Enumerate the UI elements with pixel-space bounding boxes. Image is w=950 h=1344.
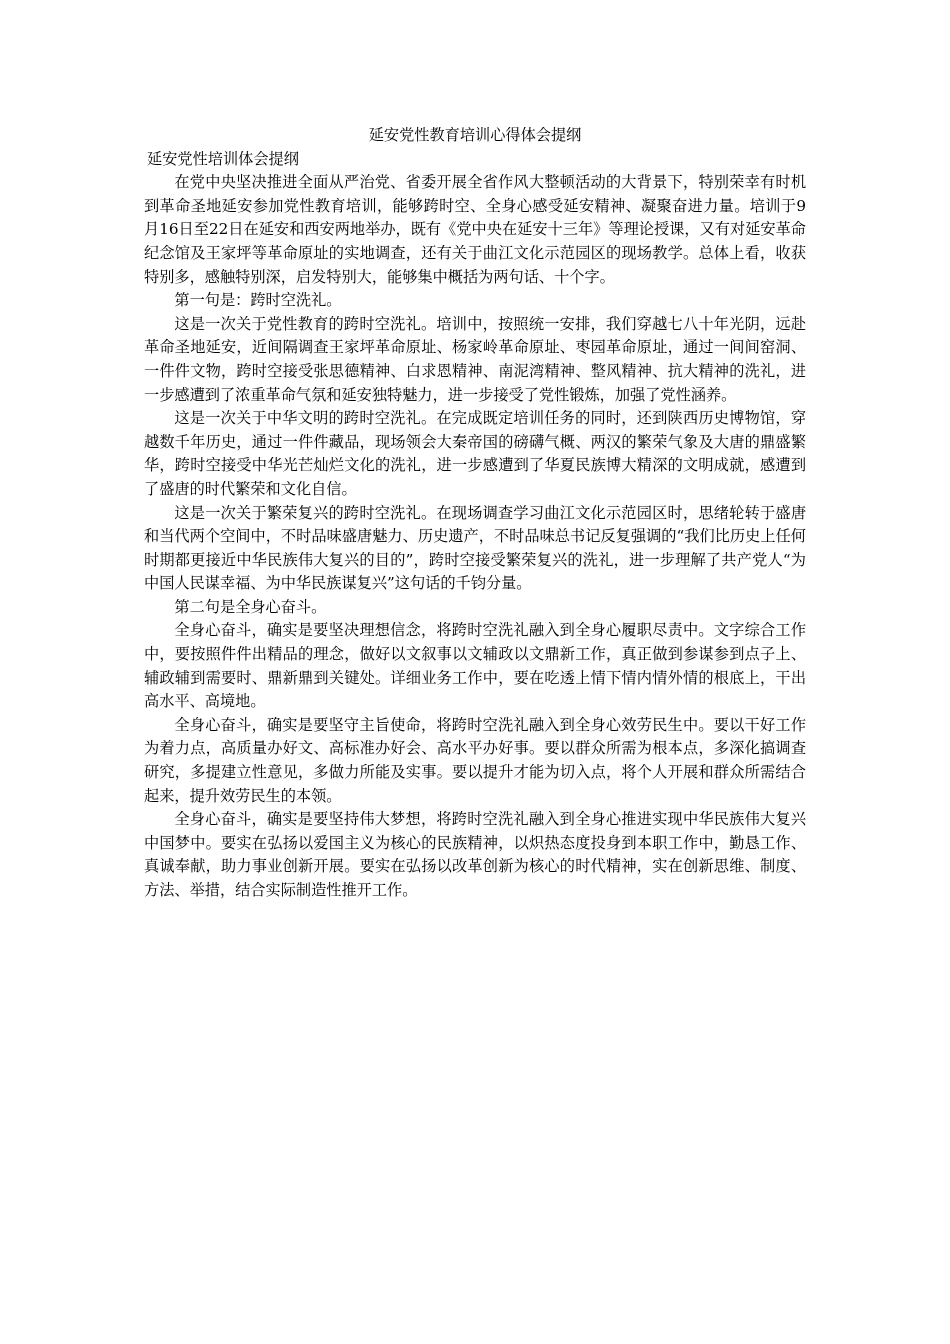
document-title: 延安党性教育培训心得体会提纲 — [368, 126, 582, 144]
paragraph-chinese-civilization: 这是一次关于中华文明的跨时空洗礼。在完成既定培训任务的同时，还到陕西历史博物馆，穿越数千年历史，通过一件件藏品，现场领会大秦帝国的磅礴气概、两汉的繁荣气象及大唐的鼎盛繁华，跨时空接受中华光芒灿烂文化的洗礼，进一步感遭到了华夏民族博大精深的文明成就，感遭到了盛唐的时代繁荣和文化自信。 — [144, 409, 806, 498]
paragraph-intro: 在党中央坚决推进全面从严治党、省委开展全省作风大整顿活动的大背景下，特别荣幸有时机到革命圣地延安参加党性教育培训，能够跨时空、全身心感受延安精神、凝聚奋进力量。培训于9月16日至22日在延安和西安两地举办，既有《党中央在延安十三年》等理论授课，又有对延安革命纪念馆及王家坪等革命原址的实地调查，还有关于曲江文化示范园区的现场教学。总体上看，收获特别多，感触特别深，启发特别大，能够集中概括为两句话、十个字。 — [144, 173, 806, 286]
document-body — [144, 124, 806, 903]
paragraph-heading-first: 第一句是：跨时空洗礼。 — [174, 291, 342, 310]
paragraph-party-education: 这是一次关于党性教育的跨时空洗礼。培训中，按照统一安排，我们穿越七八十年光阴，远赴革命圣地延安，近间隔调查王家坪革命原址、杨家岭革命原址、枣园革命原址，通过一间间窑洞、一件件文物，跨时空接受张思德精神、白求恩精神、南泥湾精神、整风精神、抗大精神的洗礼，进一步感遭到了浓重革命气氛和延安独特魅力，进一步接受了党性锻炼，加强了党性涵养。 — [144, 314, 806, 404]
paragraph-mission: 全身心奋斗，确实是要坚守主旨使命，将跨时空洗礼融入到全身心效劳民生中。要以干好工作为着力点，高质量办好文、高标准办好会、高水平办好事。要以群众所需为根本点，多深化搞调查研究，多提建立性意见，多做力所能及实事。要以提升才能为切入点，将个人开展和群众所需结合起来，提升效劳民生的本领。 — [144, 715, 806, 805]
paragraph-ideals: 全身心奋斗，确实是要坚决理想信念，将跨时空洗礼融入到全身心履职尽责中。文字综合工作中，要按照件件出精品的理念，做好以文叙事以文辅政以文鼎新工作，真正做到参谋参到点子上、辅政辅到需要时、鼎新鼎到关键处。详细业务工作中，要在吃透上情下情内情外情的根底上，干出高水平、高境地。 — [144, 621, 806, 711]
paragraph-rejuvenation: 这是一次关于繁荣复兴的跨时空洗礼。在现场调查学习曲江文化示范园区时，思绪轮转于盛唐和当代两个空间中，不时品味盛唐魅力、历史遗产，不时品味总书记反复强调的“我们比历史上任何时期都更接近中华民族伟大复兴的目的”，跨时空接受繁荣复兴的洗礼，进一步理解了共产党人“为中国人民谋幸福、为中华民族谋复兴”这句话的千钧分量。 — [144, 503, 806, 593]
document-subtitle: 延安党性培训体会提纲 — [147, 149, 299, 168]
paragraph-dream: 全身心奋斗，确实是要坚持伟大梦想，将跨时空洗礼融入到全身心推进实现中华民族伟大复兴中国梦中。要实在弘扬以爱国主义为核心的民族精神，以炽热态度投身到本职工作中，勤恳工作、真诚奉献，助力事业创新开展。要实在弘扬以改革创新为核心的时代精神，实在创新思维、制度、方法、举措，结合实际制造性推开工作。 — [144, 810, 806, 899]
paragraph-heading-second: 第二句是全身心奋斗。 — [174, 597, 327, 616]
